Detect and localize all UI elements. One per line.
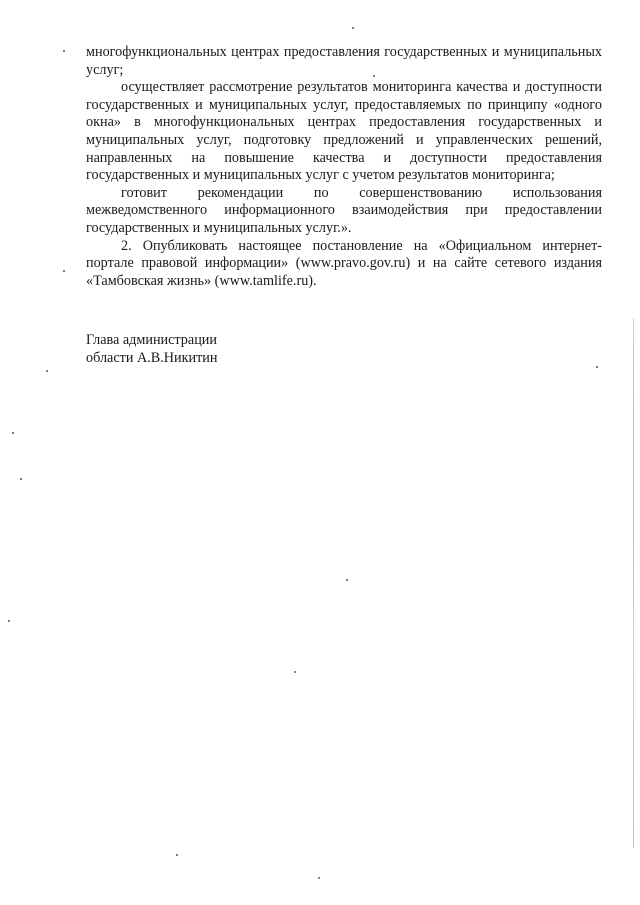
document-body xyxy=(86,44,602,290)
scan-speck xyxy=(352,27,354,29)
signature-block xyxy=(86,331,217,367)
scan-speck xyxy=(373,75,375,77)
scan-speck xyxy=(176,854,178,856)
paragraph-publication: 2. Опубликовать настоящее постановление на «Официальном интернет-портале правовой информации» (www.pravo.gov.ru) и на сайте сетевого издания «Тамбовская жизнь» (www.tamlife.ru). xyxy=(86,237,602,289)
paragraph-recommendations: готовит рекомендации по совершенствованию использования межведомственного информационного взаимодействия при предоставлении государственных и муниципальных услуг.». xyxy=(86,184,602,236)
scan-speck xyxy=(294,671,296,673)
scan-speck xyxy=(46,370,48,372)
scan-speck xyxy=(63,270,65,272)
scan-speck xyxy=(8,620,10,622)
scan-speck xyxy=(596,366,598,368)
scan-speck xyxy=(12,432,14,434)
signature-title: Глава администрации xyxy=(86,332,217,348)
paragraph-continuation: многофункциональных центрах предоставления государственных и муниципальных услуг; xyxy=(86,44,602,78)
scan-speck xyxy=(346,579,348,581)
signature-name: области А.В.Никитин xyxy=(86,350,218,366)
scan-speck xyxy=(63,50,65,52)
scan-edge-line xyxy=(633,318,634,848)
paragraph-monitoring-review: осуществляет рассмотрение результатов мониторинга качества и доступности государственных и муниципальных услуг, предоставляемых по принципу «одного окна» в многофункциональных центрах предоставления государственных и муниципальных услуг, подготовку предложений и управленческих решений, направленных на повышение качества и доступности предоставления государственных и муниципальных услуг с учетом результатов мониторинга; xyxy=(86,79,602,184)
scan-speck xyxy=(20,478,22,480)
scan-speck xyxy=(318,877,320,879)
